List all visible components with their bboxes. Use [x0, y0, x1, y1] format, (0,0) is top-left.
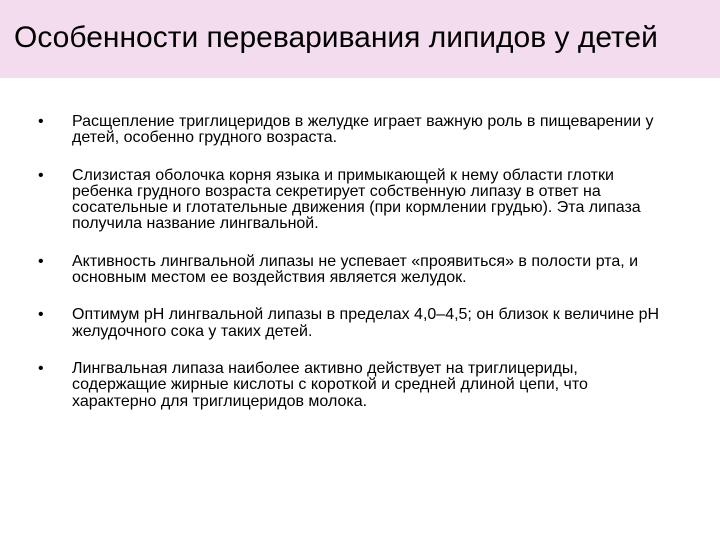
bullet-text: Оптимум pH лингвальной липазы в пределах 4,0–4,5; он близок к величине pH желудочного сока у таких детей. — [72, 306, 660, 340]
bullet-text: Лингвальная липаза наиболее активно действует на триглицериды, содержащие жирные кислоты с короткой и средней длиной цепи, что характерно для триглицеридов молока. — [72, 359, 588, 410]
bullet-icon: • — [38, 166, 44, 184]
bullet-text: Слизистая оболочка корня языка и примыкающей к нему области глотки ребенка грудного возраста секретирует собственную липазу в ответ на сосательные и глотательные движения (при кормлении грудью). Эта липаза получила название лингвальной. — [72, 166, 641, 233]
bullet-text: Активность лингвальной липазы не успевает «проявиться» в полости рта, и основным местом ее воздействия является желудок. — [72, 252, 639, 287]
slide-title: Особенности переваривания липидов у детей — [14, 21, 658, 54]
bullet-icon: • — [38, 359, 44, 377]
bullet-list — [0, 114, 720, 431]
bullet-icon: • — [38, 113, 44, 130]
bullet-item — [0, 254, 720, 287]
bullet-text: Расщепление триглицеридов в желудке играет важную роль в пищеварении у детей, особенно грудного возраста. — [72, 113, 654, 147]
bullet-icon: • — [38, 252, 44, 270]
bullet-item — [0, 168, 720, 233]
bullet-item — [0, 307, 720, 340]
title-band — [0, 0, 720, 78]
bullet-item — [0, 361, 720, 410]
bullet-item — [0, 114, 720, 147]
bullet-icon: • — [38, 306, 44, 324]
